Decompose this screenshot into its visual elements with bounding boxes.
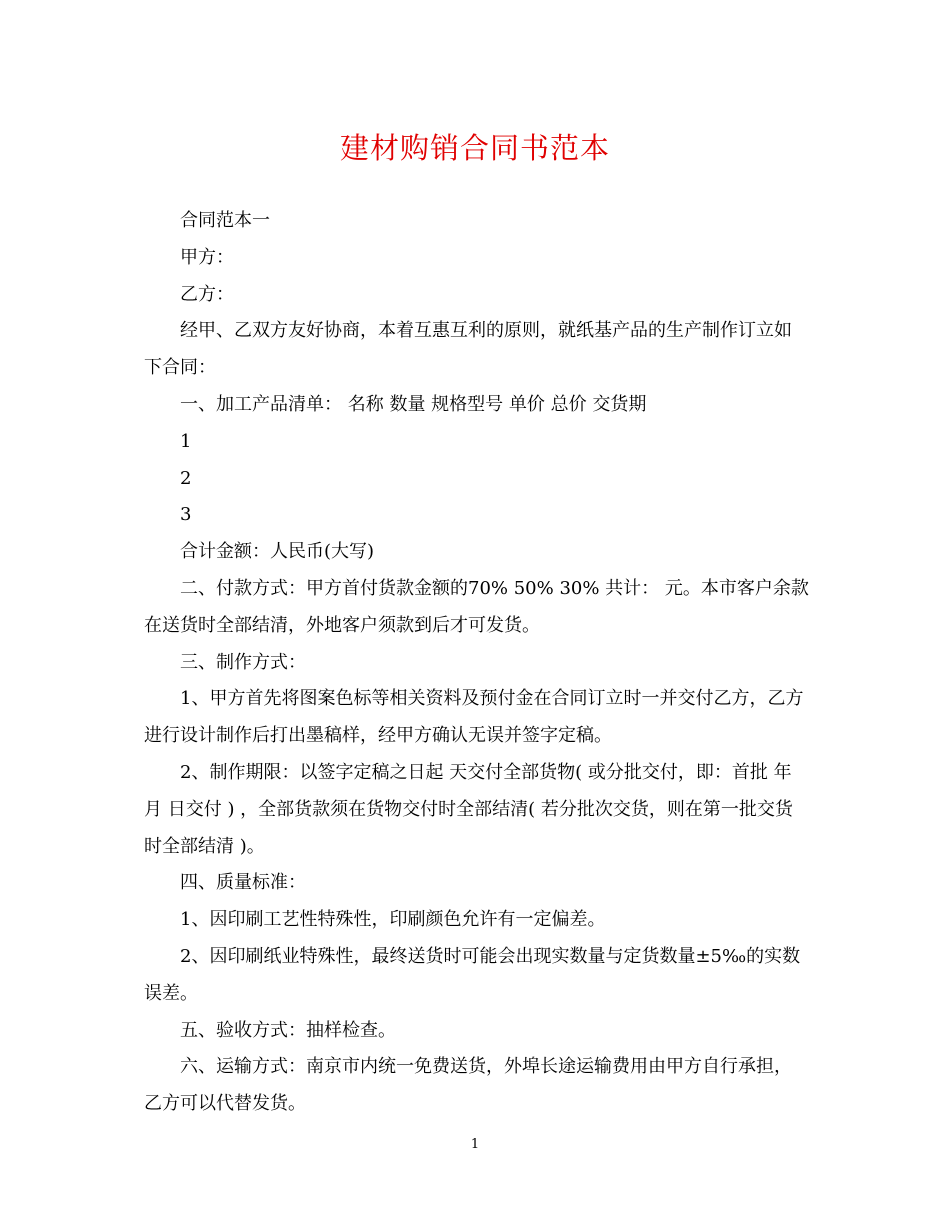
paragraph-production-step-2: 2、制作期限：以签字定稿之日起 天交付全部货物( 或分批交付，即：首批 年 月 日交付 ) ，全部货款须在货物交付时全部结清( 若分批次交货，则在第一批交货时全部结清 )。 — [144, 761, 798, 857]
paragraph-payment-method: 二、付款方式：甲方首付货款金额的70% 50% 30% 共计： 元。本市客户余款在送货时全部结清，外地客户须款到后才可发货。 — [144, 577, 809, 636]
page-number: 1 — [470, 1137, 480, 1152]
paragraph-total-amount: 合计金额：人民币(大写) — [180, 541, 375, 563]
paragraph-list-row-1: 1 — [180, 430, 192, 452]
paragraph-quality-item-1: 1、因印刷工艺性特殊性，印刷颜色允许有一定偏差。 — [180, 909, 606, 931]
paragraph-contract-template-one: 合同范本一 — [180, 210, 270, 231]
paragraph-quality-standard: 四、质量标准： — [180, 872, 306, 894]
paragraph-production-method: 三、制作方式： — [180, 651, 306, 673]
paragraph-acceptance-method: 五、验收方式：抽样检查。 — [180, 1019, 396, 1041]
document-body — [144, 203, 809, 1123]
paragraph-party-b: 乙方： — [180, 283, 234, 305]
paragraph-party-a: 甲方： — [180, 246, 234, 268]
paragraph-production-step-1: 1、甲方首先将图案色标等相关资料及预付金在合同订立时一并交付乙方，乙方进行设计制作后打出墨稿样，经甲方确认无误并签字定稿。 — [144, 688, 804, 747]
paragraph-transport-method: 六、运输方式：南京市内统一免费送货，外埠长途运输费用由甲方自行承担，乙方可以代替发货。 — [144, 1056, 792, 1115]
paragraph-quality-item-2: 2、因印刷纸业特殊性，最终送货时可能会出现实数量与定货数量±5‰的实数误差。 — [144, 945, 801, 1004]
document-title: 建材购销合同书范本 — [339, 131, 610, 165]
paragraph-list-row-3: 3 — [180, 504, 192, 526]
paragraph-preamble: 经甲、乙双方友好协商，本着互惠互利的原则，就纸基产品的生产制作订立如下合同： — [144, 320, 792, 379]
paragraph-product-list: 一、加工产品清单： 名称 数量 规格型号 单价 总价 交货期 — [180, 393, 647, 415]
paragraph-list-row-2: 2 — [180, 467, 192, 489]
